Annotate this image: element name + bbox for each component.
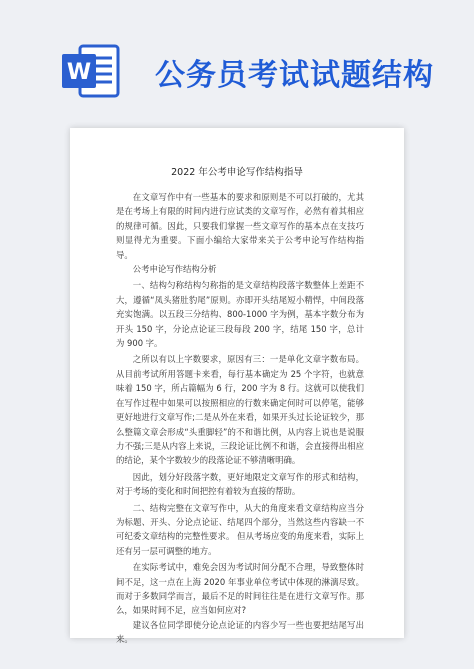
paragraph: 在实际考试中，难免会因为考试时间分配不合理，导致整体时间不足，这一点在上海 2020 年事业单位考试中体现的淋漓尽致。而对于多数同学而言，最后不足的时间往往是在进行文章写作。那么，如果时间不足，应当如何应对? [116,562,364,616]
document-title: 2022 年公考申论写作结构指导 [171,167,303,178]
document-body [116,190,364,647]
paragraph: 公考申论写作结构分析 [132,264,217,275]
paragraph: 在文章写作中有一些基本的要求和原则是不可以打破的，尤其是在考场上有限的时间内进行应试类的文章写作，必然有着其相应的规律可循。因此，只要我们掌握一些文章写作的基本点在支技巧则显得尤为重要。下面小编给大家带来关于公考申论写作结构指导。 [116,192,364,260]
paragraph: 二、结构完整在文章写作中，从大的角度来看文章结构应当分为标题、开头、分论点论证、结尾四个部分，当然这些内容缺一不可纪委文章结构的完整性要求。 但从考场应变的角度来看，实际上还有另一层可调整的地方。 [116,502,364,556]
paragraph: 建议各位同学即使分论点论证的内容少写一些也要把结尾写出来。 [116,619,364,645]
word-icon-letter: W [66,60,92,85]
document-page [70,128,404,645]
word-document-icon [60,40,122,102]
page-heading: 公务员考试试题结构 [155,58,434,93]
banner [0,0,474,118]
paragraph: 之所以有以上字数要求，原因有三：一是单化文章字数布局。从目前考试所用答题卡来看，每行基本确定为 25 个字符，也就意味着 150 字，所占篇幅为 6 行，200 字为 8 行。这就可以使我们在写作过程中如果可以按照相应的行数来确定何时可以停笔，能够更好地进行文章写作;二是从外在来看，如果开头过长论证较少，那么整篇文章会形成“头重脚轻”的不和谐比例，从内容上说也是说服力不强;三是从内容上来说，三段论证比例不和谐，会直接得出相应的结论，某个字数较少的段落论证不够清晰明确。 [116,354,364,466]
paragraph: 一、结构匀称结构匀称指的是文章结构段落字数整体上差距不大，遵循“凤头猪肚豹尾”原则。亦即开头结尾短小精悍，中间段落充实饱满。以五段三分结构、800-1000 字为例，基本字数分布为开头 150 字，分论点论证三段每段 200 字，结尾 150 字，总计为 900 字。 [116,280,364,349]
paragraph: 因此，划分好段落字数，更好地限定文章写作的形式和结构，对于考场的变化和时间把控有着较为直接的帮助。 [116,471,364,497]
